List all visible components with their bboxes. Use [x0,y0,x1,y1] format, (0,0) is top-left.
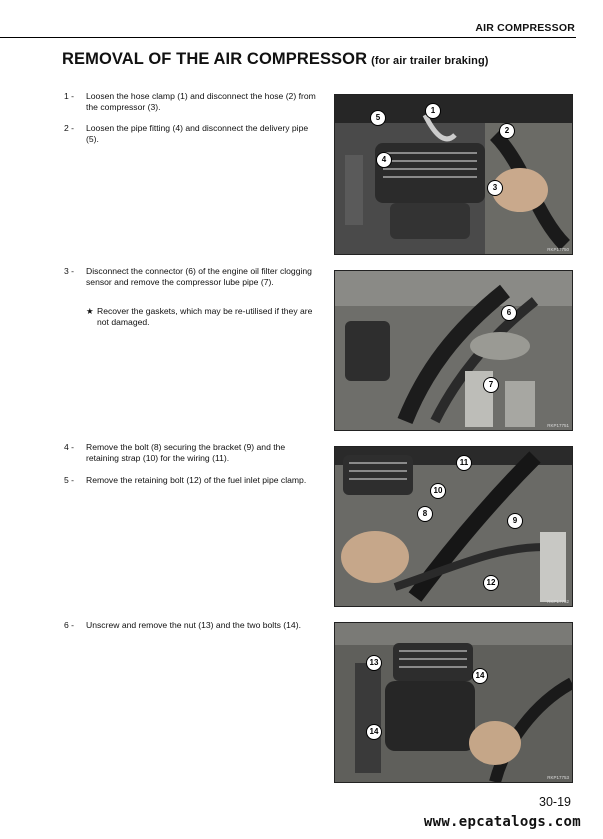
step-text: Unscrew and remove the nut (13) and the two bolts (14). [86,620,301,630]
step-text: Disconnect the connector (6) of the engine oil filter clogging sensor and remove the compressor lube pipe (7). [86,266,312,288]
header-rule [0,37,576,38]
note [86,306,318,329]
step-text: Loosen the hose clamp (1) and disconnect the hose (2) from the compressor (3). [86,91,316,113]
photo-compressor-hoses [334,94,573,255]
step-1 [64,91,316,114]
note-text: Recover the gaskets, which may be re-utilised if they are not damaged. [97,306,313,328]
callout-6: 6 [501,305,517,321]
step-number: 3 - [64,266,75,276]
callout-12: 12 [483,575,499,591]
photo-code: RKP17751 [547,423,569,428]
page-title-sub: (for air trailer braking) [371,55,489,67]
photo-oil-filter [334,270,573,431]
page-number: 30-19 [539,795,571,809]
step-number: 2 - [64,123,75,133]
callout-8: 8 [417,506,433,522]
callout-4: 4 [376,152,392,168]
step-3 [64,266,316,289]
step-number: 6 - [64,620,75,630]
step-number: 5 - [64,475,75,485]
step-2 [64,123,316,146]
step-4 [64,442,316,465]
watermark: www.epcatalogs.com [423,814,581,830]
photo-compressor-nut-bolts [334,622,573,783]
callout-1: 1 [425,103,441,119]
callout-10: 10 [430,483,446,499]
callout-3: 3 [487,180,503,196]
callout-9: 9 [507,513,523,529]
section-title: AIR COMPRESSOR [475,22,575,34]
step-6 [64,620,316,631]
page-title [62,50,489,69]
photo-bracket-wiring [334,446,573,607]
step-number: 4 - [64,442,75,452]
step-number: 1 - [64,91,75,101]
photo-code: RKP17752 [547,599,569,604]
photo-code: RKP17753 [547,775,569,780]
callout-7: 7 [483,377,499,393]
step-text: Loosen the pipe fitting (4) and disconnect the delivery pipe (5). [86,123,309,145]
step-5 [64,475,316,486]
step-text: Remove the bolt (8) securing the bracket (9) and the retaining strap (10) for the wiring (11). [86,442,286,464]
callout-13: 13 [366,655,382,671]
callout-5: 5 [370,110,386,126]
callout-14: 14 [472,668,488,684]
photo-code: RKP17750 [547,247,569,252]
star-icon: ★ [86,306,94,316]
callout-11: 11 [456,455,472,471]
page-title-main: REMOVAL OF THE AIR COMPRESSOR [62,50,368,68]
step-text: Remove the retaining bolt (12) of the fuel inlet pipe clamp. [86,475,307,485]
callout-2: 2 [499,123,515,139]
callout-14: 14 [366,724,382,740]
